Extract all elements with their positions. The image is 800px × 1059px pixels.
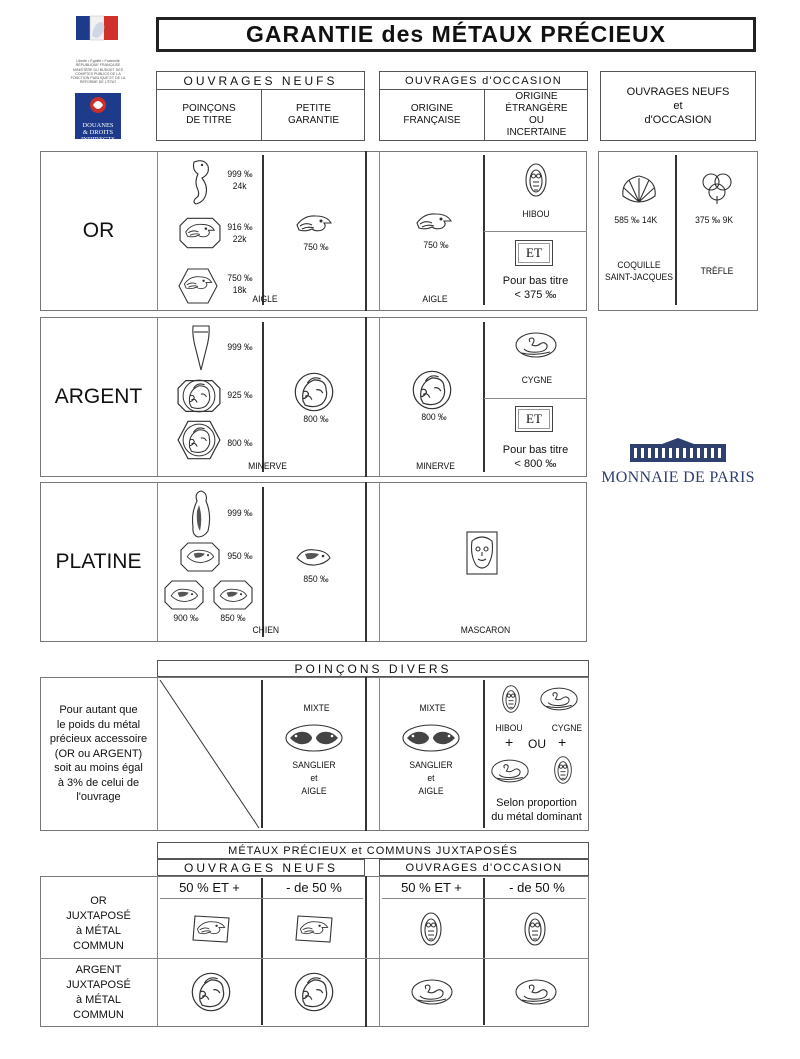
douanes-line1: DOUANES — [82, 122, 114, 129]
divers-header: POINÇONS DIVERS — [157, 660, 589, 677]
juxta-neufs: OUVRAGES NEUFS — [157, 859, 365, 876]
monnaie-de-paris-logo — [600, 438, 756, 488]
republique-logo — [70, 14, 126, 84]
clover-icon — [697, 170, 737, 206]
divers-occasion-name: SANGLIER et AIGLE — [409, 760, 453, 797]
eagle-hallmark-3-icon — [178, 268, 218, 304]
boar-eagle-hallmark-icon — [284, 723, 344, 753]
swan-hallmark-icon — [514, 978, 558, 1006]
divers-hibou: HIBOU — [495, 723, 523, 734]
platine-titre-3-title: 900 ‰ — [173, 613, 199, 624]
platine-titre-2-title: 950 ‰ — [227, 551, 253, 562]
divers-neuf-name: SANGLIER et AIGLE — [292, 760, 336, 797]
page-title — [156, 17, 756, 52]
divers-plus-1: + — [505, 734, 514, 750]
juxta-col-3: 50 % ET + — [401, 879, 462, 895]
scallop-shell-icon — [619, 172, 659, 206]
minerva-head-icon — [410, 368, 454, 412]
divers-proportion-text: Selon proportion du métal dominant — [491, 797, 582, 823]
platine-titres-name: CHIEN — [252, 625, 280, 636]
juxta-col-1: 50 % ET + — [179, 879, 240, 895]
header-occasion — [379, 71, 588, 141]
swan-hallmark-icon — [514, 331, 558, 359]
juxta-col-4: - de 50 % — [509, 879, 565, 895]
divers-ou: OU — [528, 737, 546, 751]
divers-occasion-mixte: MIXTE — [419, 703, 446, 714]
header-occasion-label: OUVRAGES d'OCCASION — [380, 72, 587, 90]
douanes-emblem-icon — [75, 93, 121, 117]
divers-neuf-mixte: MIXTE — [303, 703, 330, 714]
et-hallmark-icon: ET — [515, 406, 553, 432]
douanes-line2: & DROITS — [82, 129, 114, 136]
diagonal-slash — [158, 678, 261, 830]
eagle-head-icon — [294, 210, 334, 240]
argent-cygne-label: CYGNE — [521, 375, 553, 386]
trefle-name: TRÈFLE — [700, 266, 734, 277]
juxta-header: MÉTAUX PRÉCIEUX et COMMUNS JUXTAPOSÉS — [157, 842, 589, 859]
coquille-name: COQUILLE SAINT-JACQUES — [605, 260, 673, 283]
or-titre-1-carat: 24k — [232, 181, 247, 192]
mascaron-hallmark-icon — [466, 531, 498, 575]
argent-titre-3-title: 800 ‰ — [227, 438, 253, 449]
owl-hallmark-icon — [553, 755, 573, 785]
juxta-or-label: OR JUXTAPOSÉ à MÉTAL COMMUN — [66, 895, 131, 952]
dog-head-icon — [293, 544, 333, 570]
label-platine: PLATINE — [55, 550, 142, 573]
platine-titre-1-title: 999 ‰ — [227, 508, 253, 519]
minerva-head-icon — [189, 970, 233, 1014]
header-poincons-titre: POINÇONS DE TITRE — [157, 89, 262, 140]
or-titre-3-title: 750 ‰ — [227, 273, 253, 284]
boar-eagle-hallmark-icon — [401, 723, 461, 753]
or-titres-name: AIGLE — [252, 294, 278, 305]
dog-hallmark-2-icon — [163, 580, 205, 610]
header-neufs-label: OUVRAGES NEUFS — [157, 72, 364, 90]
argent-francaise-title: 800 ‰ — [421, 412, 447, 423]
platine-titre-4-title: 850 ‰ — [220, 613, 246, 624]
amphora-hallmark-icon — [190, 322, 212, 372]
coquille-title: 585 ‰ 14K — [614, 215, 658, 226]
monnaie-text: MONNAIE DE PARIS — [601, 469, 755, 486]
marianne-logo-icon — [70, 14, 126, 54]
penguin-hallmark-icon — [188, 489, 214, 539]
eagle-head-icon — [414, 208, 454, 238]
or-hibou-label: HIBOU — [522, 209, 550, 220]
or-francaise-name: AIGLE — [422, 294, 448, 305]
douanes-logo — [75, 93, 121, 143]
argent-bas-titre-text: Pour bas titre < 800 ‰ — [502, 444, 569, 470]
argent-francaise-name: MINERVE — [416, 461, 455, 472]
minerva-head-icon — [292, 970, 336, 1014]
owl-hallmark-icon — [523, 911, 547, 947]
minerva-head-icon — [292, 370, 336, 414]
minerva-hallmark-2-icon — [177, 420, 221, 460]
header-origine-francaise: ORIGINE FRANÇAISE — [380, 89, 485, 140]
header-petite-garantie: PETITE GARANTIE — [287, 102, 340, 126]
douanes-line3: INDIRECTS — [81, 136, 115, 143]
minerva-hallmark-1-icon — [177, 374, 221, 418]
header-neufs-occasion: OUVRAGES NEUFS et d'OCCASION — [600, 71, 756, 141]
or-francaise-title: 750 ‰ — [423, 240, 449, 251]
or-titre-2-carat: 22k — [232, 234, 247, 245]
divers-cygne: CYGNE — [551, 723, 583, 734]
owl-hallmark-icon — [419, 911, 443, 947]
or-petite-title: 750 ‰ — [303, 242, 329, 253]
divers-plus-2: + — [558, 734, 567, 750]
trefle-title: 375 ‰ 9K — [695, 215, 734, 226]
argent-titre-2-title: 925 ‰ — [227, 390, 253, 401]
swan-hallmark-icon — [490, 758, 530, 784]
republique-text: Liberté • Égalité • Fraternité RÉPUBLIQUE FRANÇAISE MINISTÈRE DU BUDGET DES COMPTES PUBLICS DE LA FONCTION PUBLIQUE ET DE LA RÉFORME DE L'ÉTAT — [70, 59, 126, 85]
divers-note: Pour autant que le poids du métal précieux accessoire (OR ou ARGENT) soit au moins égal à 3% de celui de l'ouvrage — [49, 704, 148, 804]
or-titre-1-title: 999 ‰ — [227, 169, 253, 180]
dog-hallmark-icon — [179, 542, 221, 572]
owl-hallmark-icon — [501, 684, 521, 714]
juxta-argent-label: ARGENT JUXTAPOSÉ à MÉTAL COMMUN — [66, 964, 131, 1021]
seahorse-hallmark-icon — [188, 158, 214, 208]
page-title-text: GARANTIE des MÉTAUX PRÉCIEUX — [246, 21, 666, 47]
platine-mascaron-name: MASCARON — [460, 625, 511, 636]
juxta-col-2: - de 50 % — [286, 879, 342, 895]
platine-petite-title: 850 ‰ — [303, 574, 329, 585]
juxta-occasion: OUVRAGES d'OCCASION — [379, 859, 589, 876]
header-neufs — [156, 71, 365, 141]
or-titre-3-carat: 18k — [232, 285, 247, 296]
argent-titres-name: MINERVE — [248, 461, 287, 472]
eagle-hallmark-icon — [190, 914, 232, 944]
dog-hallmark-3-icon — [212, 580, 254, 610]
header-origine-etrangere: ORIGINE ÉTRANGÈRE OU INCERTAINE — [505, 90, 568, 138]
et-hallmark-icon: ET — [515, 240, 553, 266]
eagle-hallmark-1-icon — [179, 217, 221, 249]
label-argent: ARGENT — [54, 385, 143, 408]
or-titre-2-title: 916 ‰ — [227, 222, 253, 233]
swan-hallmark-icon — [410, 978, 454, 1006]
argent-petite-title: 800 ‰ — [303, 414, 329, 425]
label-or: OR — [82, 219, 115, 242]
or-bas-titre-text: Pour bas titre < 375 ‰ — [502, 275, 569, 301]
swan-hallmark-icon — [539, 686, 579, 712]
owl-hallmark-icon — [524, 162, 548, 198]
eagle-hallmark-icon — [293, 914, 335, 944]
argent-titre-1-title: 999 ‰ — [227, 342, 253, 353]
monnaie-building-icon — [600, 438, 756, 464]
